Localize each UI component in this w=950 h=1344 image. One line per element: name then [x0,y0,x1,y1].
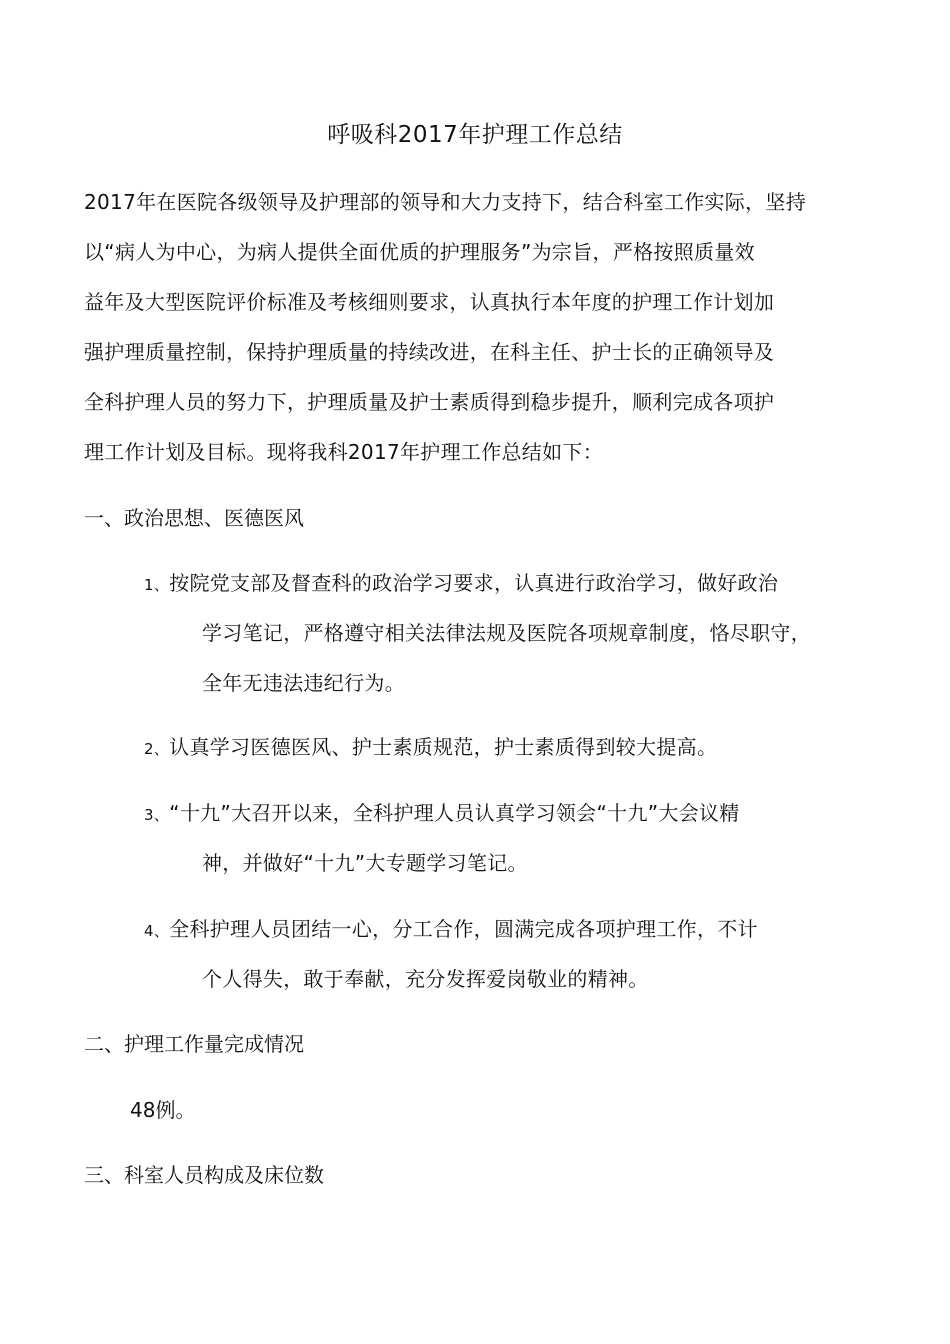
intro-line: 2017年在医院各级领导及护理部的领导和大力支持下，结合科室工作实际，坚持 [84,190,806,214]
item-text: 全科护理人员团结一心，分工合作，圆满完成各项护理工作，不计 [169,917,758,941]
section-heading-3: 三、科室人员构成及床位数 [84,1163,324,1187]
item-number: 4、 [144,922,170,940]
item-text: “十九”大召开以来，全科护理人员认真学习领会“十九”大会议精 [169,801,740,825]
item-text: 按院党支部及督查科的政治学习要求，认真进行政治学习，做好政治 [169,571,779,595]
document-title: 呼吸科2017年护理工作总结 [327,122,623,148]
intro-line: 益年及大型医院评价标准及考核细则要求，认真执行本年度的护理工作计划加 [84,290,775,314]
intro-line: 全科护理人员的努力下，护理质量及护士素质得到稳步提升，顺利完成各项护 [84,390,775,414]
intro-line: 理工作计划及目标。现将我科2017年护理工作总结如下： [84,440,603,464]
intro-line: 强护理质量控制，保持护理质量的持续改进，在科主任、护士长的正确领导及 [84,340,775,364]
item-number: 3、 [144,806,170,824]
section-heading-1: 一、政治思想、医德医风 [84,506,304,530]
item-text: 个人得失，敢于奉献，充分发挥爱岗敬业的精神。 [202,967,649,991]
item-text: 学习笔记，严格遵守相关法律法规及医院各项规章制度，恪尽职守， [202,621,811,645]
item-text: 神，并做好“十九”大专题学习笔记。 [202,851,528,875]
workload-text: 48例。 [130,1098,196,1122]
item-number: 1、 [144,576,170,594]
section-heading-2: 二、护理工作量完成情况 [84,1032,304,1056]
item-text: 全年无违法违纪行为。 [202,671,405,695]
intro-line: 以“病人为中心，为病人提供全面优质的护理服务”为宗旨，严格按照质量效 [84,240,755,264]
item-text: 认真学习医德医风、护士素质规范，护士素质得到较大提高。 [169,735,718,759]
item-number: 2、 [144,740,170,758]
